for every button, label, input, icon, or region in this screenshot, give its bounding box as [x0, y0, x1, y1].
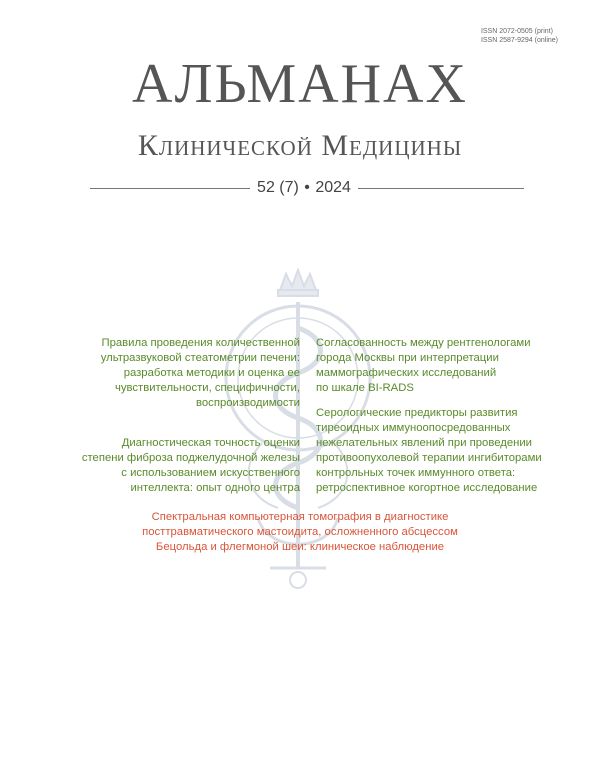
article-line: посттравматического мастоидита, осложненного абсцессом	[142, 526, 458, 538]
issn-block	[481, 27, 558, 45]
article-line: Согласованность между рентгенологами	[316, 337, 531, 349]
article-line: маммографических исследований	[316, 367, 497, 379]
article-line: ультразвуковой стеатометрии печени:	[100, 352, 300, 364]
issue-separator: •	[304, 179, 310, 196]
article-line: города Москвы при интерпретации	[316, 352, 499, 364]
article-line: контрольных точек иммунного ответа:	[316, 467, 516, 479]
article-line: тиреоидных иммуноопосредованных	[316, 422, 511, 434]
issue-year: 2024	[315, 179, 351, 196]
article-line: по шкале BI-RADS	[316, 382, 414, 394]
article-line: воспроизводимости	[196, 397, 300, 409]
issn-print: ISSN 2072-0505 (print)	[480, 28, 553, 35]
article-line: Правила проведения количественной	[101, 337, 300, 349]
article-line: степени фиброза поджелудочной железы	[81, 452, 300, 464]
article-line: интеллекта: опыт одного центра	[130, 482, 300, 494]
article-line: ретроспективное когортное исследование	[316, 482, 538, 494]
journal-subtitle: Клинической Медицины	[137, 129, 463, 162]
article-right-1[interactable]	[316, 336, 576, 396]
article-line: разработка методики и оценка ее	[123, 367, 300, 379]
article-right-2[interactable]	[316, 406, 576, 496]
article-left-1[interactable]	[40, 336, 300, 411]
issue-number	[252, 178, 356, 198]
journal-title: АЛЬМАНАХ	[132, 53, 468, 115]
article-line: чувствительности, специфичности,	[114, 382, 300, 394]
article-line: Серологические предикторы развития	[316, 407, 518, 419]
issn-online: ISSN 2587-9294 (online)	[480, 37, 558, 44]
article-line: Спектральная компьютерная томография в диагностике	[151, 511, 449, 523]
article-line: нежелательных явлений при проведении	[316, 437, 532, 449]
article-line: Бецольда и флегмоной шеи: клиническое наблюдение	[155, 541, 445, 553]
issue-volume: 52 (7)	[257, 179, 299, 196]
article-left-2[interactable]	[40, 436, 300, 496]
article-line: противоопухолевой терапии ингибиторами	[316, 452, 542, 464]
issue-divider-right	[358, 188, 524, 189]
article-line: Диагностическая точность оценки	[121, 437, 300, 449]
article-featured[interactable]	[60, 510, 540, 555]
article-line: с использованием искусственного	[121, 467, 300, 479]
issue-divider-left	[90, 188, 250, 189]
